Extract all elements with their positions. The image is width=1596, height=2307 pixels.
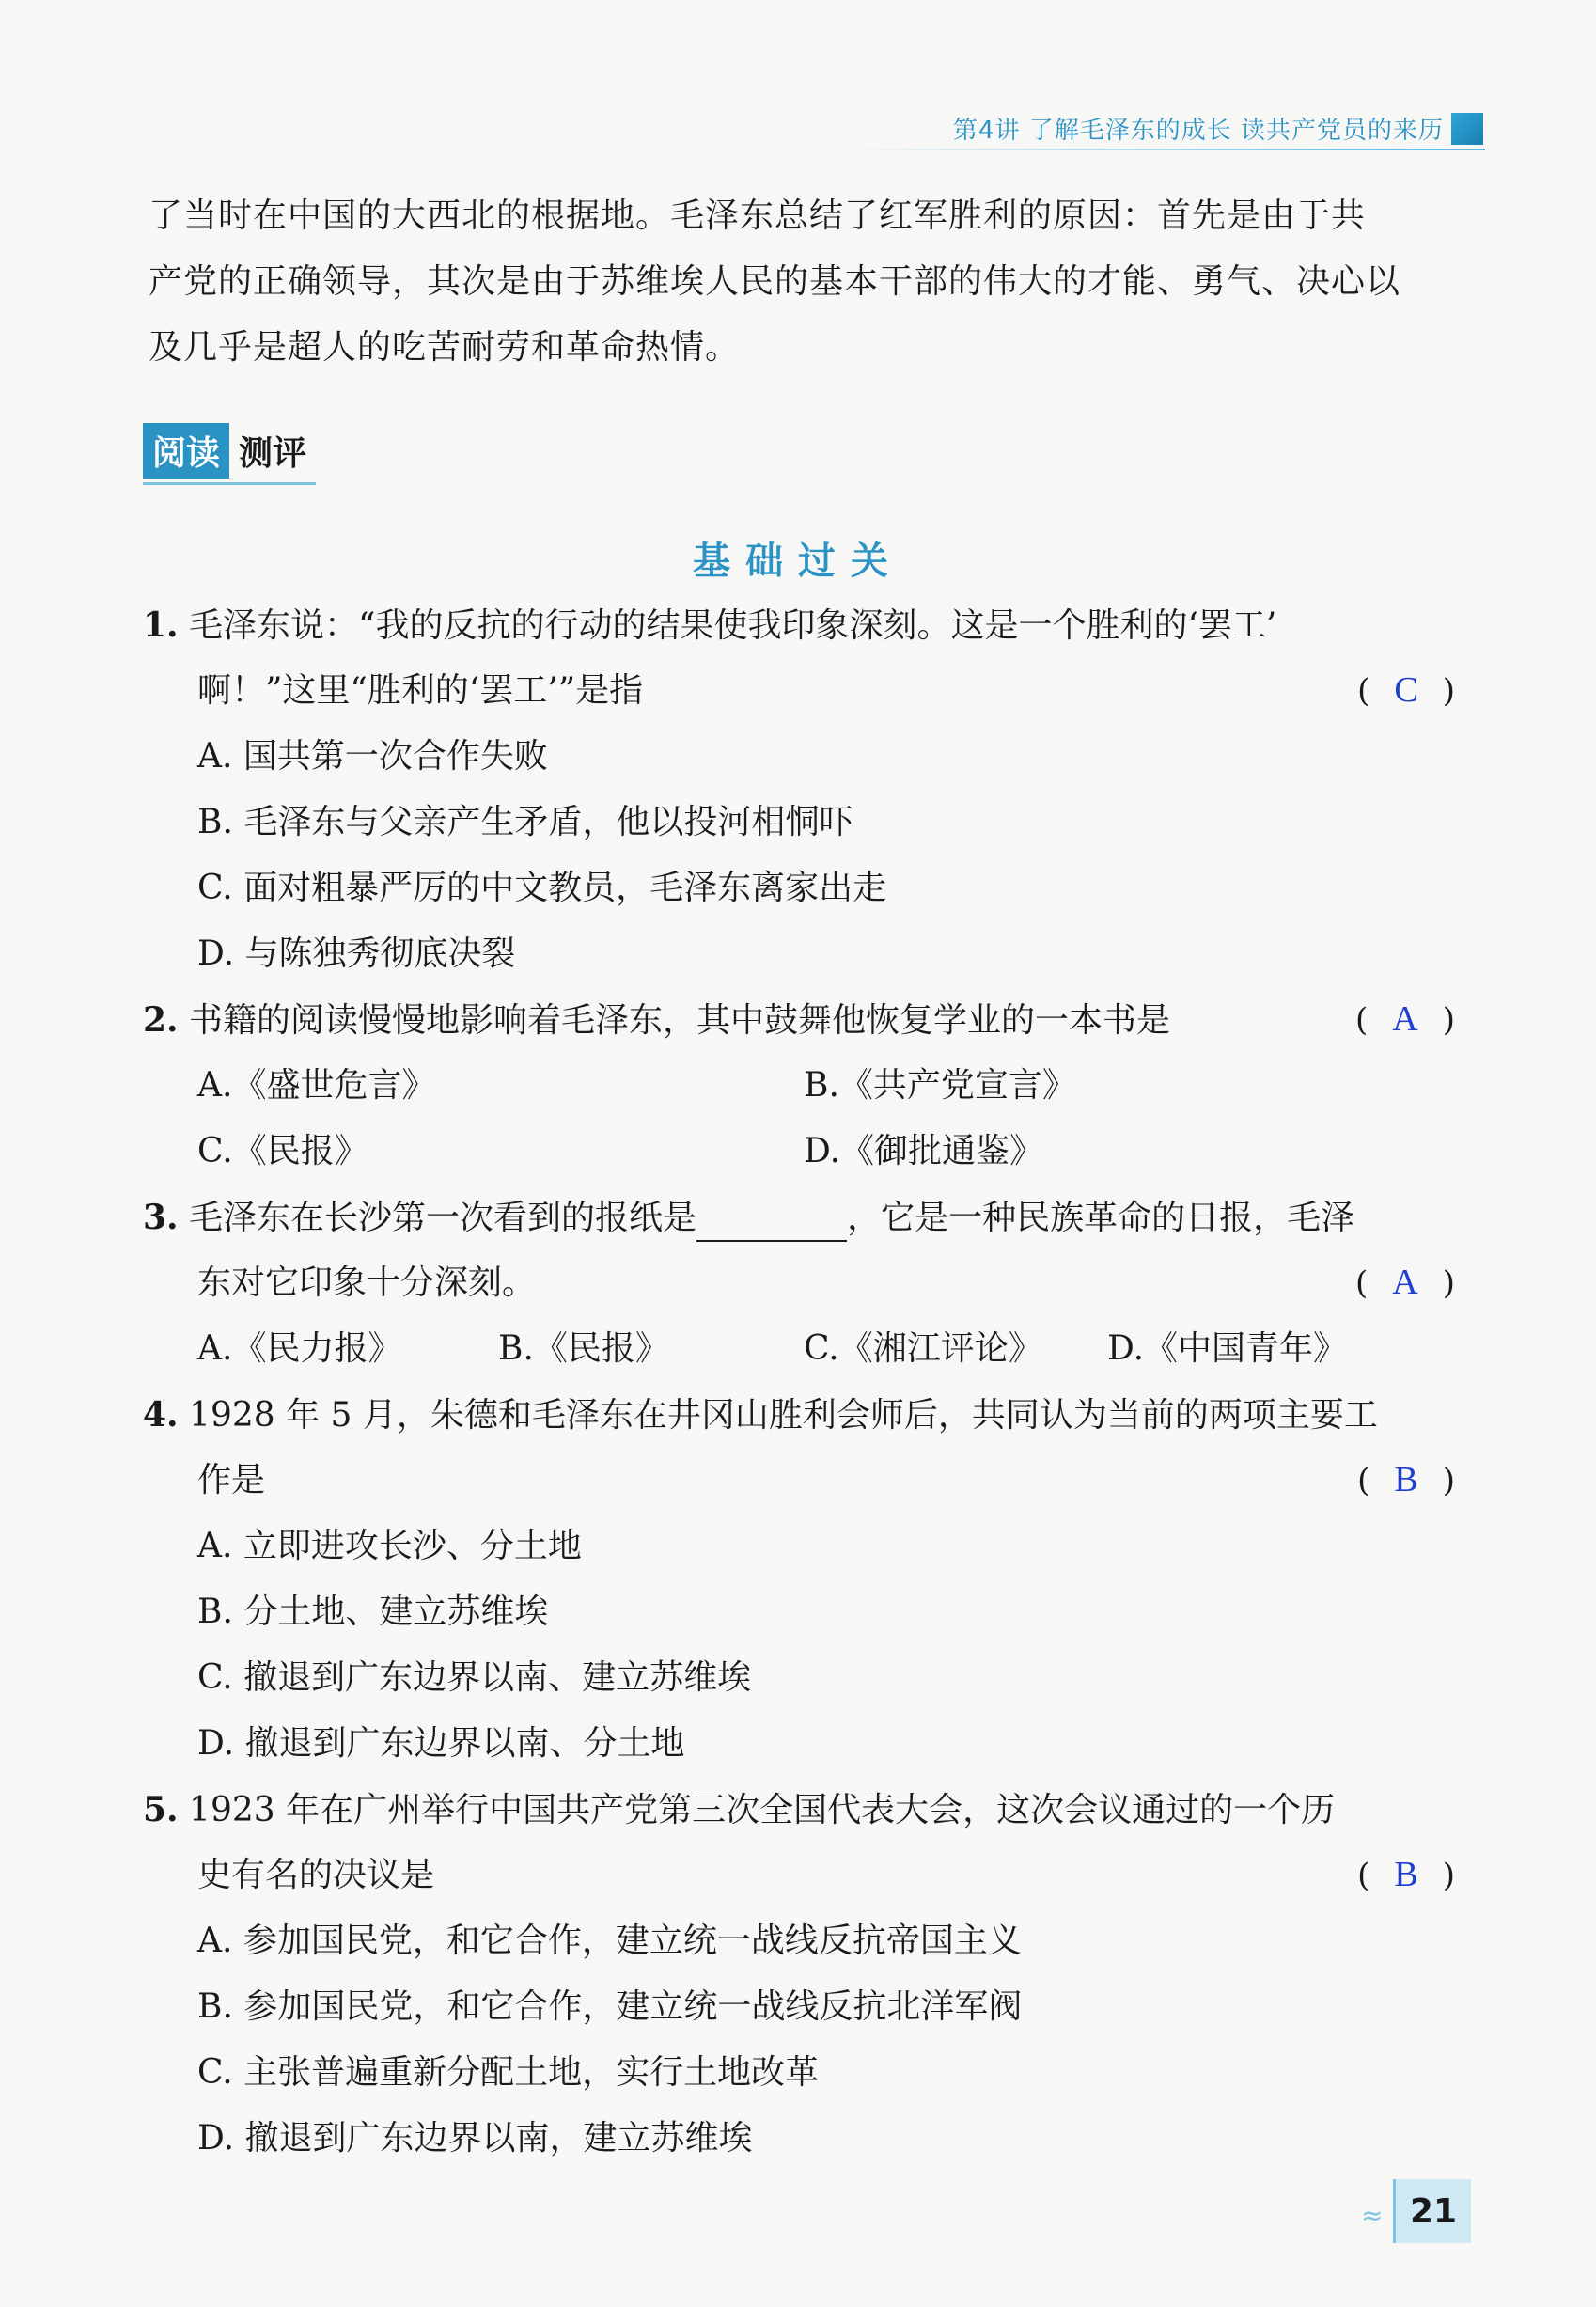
answer: ( B ) [1357,1460,1455,1499]
option: B. 分土地、建立苏维埃 [197,1593,549,1631]
wave-icon: ≈ [1361,2200,1384,2231]
option: A.《民力报》 [197,1329,402,1368]
option: B.《共产党宣言》 [804,1066,1076,1105]
option: A. 立即进攻长沙、分土地 [197,1527,582,1565]
answer: ( A ) [1355,1263,1455,1302]
question-text: 啊！”这里“胜利的‘罢工’”是指 [197,671,644,710]
question-text: 1928 年 5 月，朱德和毛泽东在井冈山胜利会师后，共同认为当前的两项主要工 [189,1396,1378,1435]
option: D. 与陈独秀彻底决裂 [197,934,516,973]
option: C.《湘江评论》 [804,1329,1042,1368]
question-text: 毛泽东说：“我的反抗的行动的结果使我印象深刻。这是一个胜利的‘罢工’ [189,606,1277,645]
answer-letter: A [1392,999,1418,1039]
question-text: ，它是一种民族革命的日报，毛泽 [847,1199,1355,1237]
answer-letter: B [1394,1855,1418,1894]
question-text: 史有名的决议是 [197,1856,435,1894]
question-number: 2. [143,1000,179,1040]
question-text: 东对它印象十分深刻。 [197,1263,537,1302]
question-number: 4. [143,1395,179,1435]
option: B. 参加国民党，和它合作，建立统一战线反抗北洋军阀 [197,1987,1023,2026]
option: C. 面对粗暴严厉的中文教员，毛泽东离家出走 [197,869,887,907]
option: D. 撤退到广东边界以南、分土地 [197,1724,685,1763]
fill-blank [696,1206,847,1242]
question-2 [143,997,1170,1044]
answer: ( A ) [1355,999,1455,1039]
section-badge [143,423,316,485]
answer: ( C ) [1357,670,1455,710]
answer-letter: C [1394,670,1418,710]
question-text: 作是 [197,1461,266,1499]
question-text: 书籍的阅读慢慢地影响着毛泽东，其中鼓舞他恢复学业的一本书是 [189,1001,1171,1040]
option: C. 主张普遍重新分配土地，实行土地改革 [197,2053,820,2092]
option: B. 毛泽东与父亲产生矛盾，他以投河相恫吓 [197,803,853,841]
question-5 [143,1786,1335,1834]
question-text: 毛泽东在长沙第一次看到的报纸是 [189,1199,697,1237]
answer-letter: B [1394,1460,1418,1499]
badge-evaluation: 测评 [239,434,307,473]
section-title: 基础过关 [693,540,903,583]
answer: ( B ) [1357,1855,1455,1894]
answer-letter: A [1392,1263,1418,1302]
header-square-icon [1451,113,1483,145]
option: C.《民报》 [197,1132,368,1170]
running-header [953,111,1483,146]
option: B.《民报》 [498,1329,669,1368]
page-number: 21 [1393,2179,1471,2243]
intro-line: 产党的正确领导，其次是由于苏维埃人民的基本干部的伟大的才能、勇气、决心以 [149,262,1401,301]
intro-line: 了当时在中国的大西北的根据地。毛泽东总结了红军胜利的原因：首先是由于共 [149,196,1367,235]
question-1 [143,602,1276,650]
option: C. 撤退到广东边界以南、建立苏维埃 [197,1658,752,1697]
badge-reading: 阅读 [143,423,229,479]
question-number: 3. [143,1198,179,1237]
intro-line: 及几乎是超人的吃苦耐劳和革命热情。 [149,328,741,367]
option: A. 参加国民党，和它合作，建立统一战线反抗帝国主义 [197,1922,1022,1960]
question-3 [143,1194,1354,1242]
question-number: 1. [143,605,179,645]
option: A.《盛世危言》 [197,1066,436,1105]
question-number: 5. [143,1790,179,1829]
header-divider [846,149,1485,150]
option: A. 国共第一次合作失败 [197,737,548,776]
question-text: 1923 年在广州举行中国共产党第三次全国代表大会，这次会议通过的一个历 [189,1791,1336,1829]
header-title: 第4讲 了解毛泽东的成长 读共产党员的来历 [952,117,1444,145]
question-4 [143,1391,1378,1439]
option: D. 撤退到广东边界以南，建立苏维埃 [197,2119,753,2158]
option: D.《御批通鉴》 [804,1132,1044,1170]
option: D.《中国青年》 [1107,1329,1348,1368]
